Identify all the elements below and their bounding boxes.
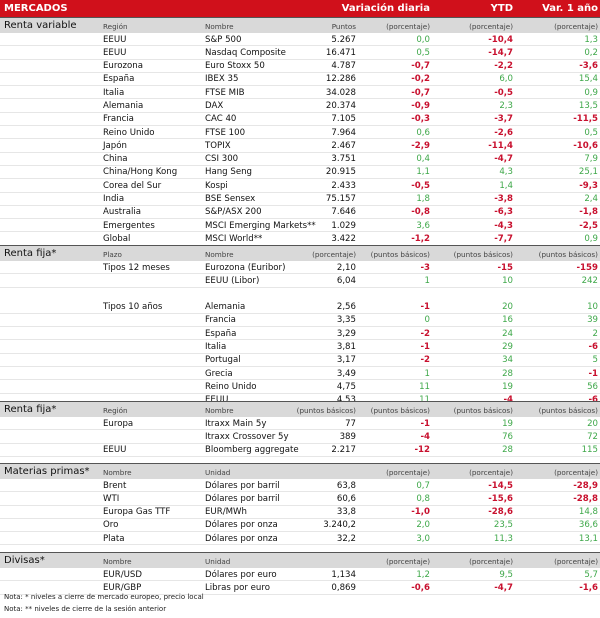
- row-value: 1,134: [331, 569, 356, 580]
- row-year: -11,5: [573, 114, 598, 125]
- column-label: Nombre: [103, 468, 132, 477]
- table-row: [0, 153, 600, 166]
- row-value: 4.787: [331, 61, 356, 72]
- row-name: CAC 40: [205, 114, 237, 125]
- row-name: Dólares por barril: [205, 493, 280, 504]
- row-year: -159: [576, 262, 598, 273]
- row-ytd: -14,7: [488, 47, 513, 58]
- section-title: Renta variable: [4, 20, 77, 31]
- row-name: EEUU (Libor): [205, 275, 260, 286]
- row-value: 33,8: [336, 507, 356, 518]
- row-year: -28,8: [573, 493, 598, 504]
- row-year: 36,6: [578, 520, 598, 531]
- row-daily: -2,9: [411, 140, 430, 151]
- row-name: Dólares por euro: [205, 569, 277, 580]
- section-header: [0, 463, 600, 479]
- section-title: Divisas*: [4, 555, 45, 566]
- column-label: (porcentaje): [469, 468, 513, 477]
- table-row: [0, 568, 600, 581]
- row-ytd: -4,7: [494, 154, 513, 165]
- row-value: 75.157: [325, 194, 356, 205]
- row-value: 77: [345, 418, 356, 429]
- row-daily: -3: [420, 262, 430, 273]
- row-year: 115: [581, 445, 598, 456]
- table-row: [0, 193, 600, 206]
- row-name: BSE Sensex: [205, 194, 256, 205]
- column-label: (porcentaje): [469, 22, 513, 31]
- section-title: Materias primas*: [4, 466, 90, 477]
- row-year: 13,5: [578, 100, 598, 111]
- row-label: China: [103, 154, 128, 165]
- row-ytd: 16: [502, 315, 513, 326]
- row-value: 6,04: [336, 275, 356, 286]
- row-value: 3.751: [331, 154, 356, 165]
- row-name: Kospi: [205, 180, 228, 191]
- row-name: Libras por euro: [205, 582, 270, 593]
- row-ytd: -7,7: [494, 233, 513, 244]
- row-ytd: 11,3: [493, 533, 513, 544]
- column-label: (porcentaje): [554, 22, 598, 31]
- row-year: -28,9: [573, 480, 598, 491]
- row-ytd: -0,5: [494, 87, 513, 98]
- row-year: 56: [587, 381, 598, 392]
- row-daily: 3,6: [416, 220, 430, 231]
- row-ytd: 19: [502, 381, 513, 392]
- row-value: 63,8: [336, 480, 356, 491]
- row-name: MSCI World**: [205, 233, 263, 244]
- row-value: 3.422: [331, 233, 356, 244]
- table-row: [0, 430, 600, 443]
- row-ytd: -28,6: [488, 507, 513, 518]
- table-row: [0, 219, 600, 232]
- table-row: [0, 380, 600, 393]
- section-header: [0, 245, 600, 261]
- row-daily: -1,2: [411, 233, 430, 244]
- row-name: TOPIX: [205, 140, 231, 151]
- column-label: (porcentaje): [312, 250, 356, 259]
- row-label: España: [103, 74, 135, 85]
- table-row: [0, 139, 600, 152]
- row-name: Dólares por onza: [205, 520, 278, 531]
- column-label: (puntos básicos): [296, 406, 356, 415]
- row-daily: -0,7: [411, 87, 430, 98]
- table-row: [0, 166, 600, 179]
- row-ytd: 23,5: [493, 520, 513, 531]
- row-label: Europa: [103, 418, 134, 429]
- markets-header: [0, 0, 600, 17]
- table-row: [0, 274, 600, 287]
- row-daily: -1: [420, 418, 430, 429]
- row-name: FTSE MIB: [205, 87, 245, 98]
- row-label: Brent: [103, 480, 127, 491]
- row-value: 2.217: [331, 445, 356, 456]
- row-ytd: -6,3: [494, 207, 513, 218]
- row-name: Nasdaq Composite: [205, 47, 286, 58]
- section-header: [0, 401, 600, 417]
- row-daily: -0,2: [411, 74, 430, 85]
- row-name: IBEX 35: [205, 74, 239, 85]
- column-label: (puntos básicos): [453, 406, 513, 415]
- row-daily: -12: [414, 445, 430, 456]
- row-year: 5,7: [584, 569, 598, 580]
- row-name: CSI 300: [205, 154, 239, 165]
- row-label: Plata: [103, 533, 125, 544]
- header-daily: Variación diaria: [341, 3, 430, 14]
- row-year: 0,9: [584, 87, 598, 98]
- row-name: España: [205, 328, 237, 339]
- row-daily: 0,0: [416, 34, 430, 45]
- row-ytd: -14,5: [488, 480, 513, 491]
- table-row: [0, 206, 600, 219]
- row-daily: -2: [420, 355, 430, 366]
- table-row: [0, 46, 600, 59]
- row-year: -6: [588, 341, 598, 352]
- row-ytd: -2,2: [494, 61, 513, 72]
- row-ytd: -3,8: [494, 194, 513, 205]
- row-ytd: -2,6: [494, 127, 513, 138]
- row-value: 2.467: [331, 140, 356, 151]
- column-label: Plazo: [103, 250, 122, 259]
- column-label: Región: [103, 406, 128, 415]
- row-year: -9,3: [579, 180, 598, 191]
- row-year: 13,1: [578, 533, 598, 544]
- row-value: 60,6: [336, 493, 356, 504]
- row-name: Dólares por barril: [205, 480, 280, 491]
- row-label: Reino Unido: [103, 127, 155, 138]
- row-daily: -2: [420, 328, 430, 339]
- section-rf1: [0, 245, 600, 407]
- row-ytd: -10,4: [488, 34, 513, 45]
- table-row: [0, 506, 600, 519]
- row-label: India: [103, 194, 125, 205]
- row-value: 3,35: [336, 315, 356, 326]
- row-name: Hang Seng: [205, 167, 253, 178]
- table-row: [0, 99, 600, 112]
- row-label: Japón: [103, 140, 127, 151]
- table-row: [0, 179, 600, 192]
- row-name: Itraxx Main 5y: [205, 418, 267, 429]
- column-label: Puntos: [331, 22, 356, 31]
- row-daily: -4: [420, 431, 430, 442]
- row-ytd: 2,3: [499, 100, 513, 111]
- row-value: 5.267: [331, 34, 356, 45]
- row-value: 12.286: [325, 74, 356, 85]
- row-year: -2,5: [579, 220, 598, 231]
- row-ytd: -3,7: [494, 114, 513, 125]
- row-ytd: -11,4: [488, 140, 513, 151]
- column-label: Unidad: [205, 468, 231, 477]
- section-header: [0, 552, 600, 568]
- table-row: [0, 519, 600, 532]
- row-daily: 1: [424, 275, 430, 286]
- table-row: [0, 33, 600, 46]
- row-year: 2,4: [584, 194, 598, 205]
- row-value: 2,56: [336, 302, 356, 313]
- table-row: [0, 327, 600, 340]
- row-name: Eurozona (Euribor): [205, 262, 286, 273]
- row-year: -1: [588, 368, 598, 379]
- note-2: Nota: ** niveles de cierre de la sesión anterior: [4, 605, 167, 613]
- row-label: Europa Gas TTF: [103, 507, 171, 518]
- row-ytd: -15,6: [488, 493, 513, 504]
- row-ytd: 10: [502, 275, 513, 286]
- column-label: (porcentaje): [554, 557, 598, 566]
- row-name: Italia: [205, 341, 227, 352]
- row-value: 3,29: [336, 328, 356, 339]
- header-title: MERCADOS: [4, 3, 68, 14]
- row-daily: 0: [424, 315, 430, 326]
- row-value: 4,75: [336, 381, 356, 392]
- column-label: (puntos básicos): [538, 406, 598, 415]
- row-value: 34.028: [325, 87, 356, 98]
- row-year: 0,9: [584, 233, 598, 244]
- row-daily: -0,3: [411, 114, 430, 125]
- row-label: WTI: [103, 493, 120, 504]
- row-label: Oro: [103, 520, 119, 531]
- row-name: DAX: [205, 100, 224, 111]
- row-daily: 0,6: [416, 127, 430, 138]
- row-value: 389: [339, 431, 356, 442]
- row-daily: -1: [420, 302, 430, 313]
- row-daily: 0,7: [416, 480, 430, 491]
- row-year: 39: [587, 315, 598, 326]
- row-year: 242: [581, 275, 598, 286]
- row-value: 16.471: [325, 47, 356, 58]
- row-year: 0,5: [584, 127, 598, 138]
- table-row: [0, 354, 600, 367]
- row-label: Alemania: [103, 100, 144, 111]
- table-row: [0, 232, 600, 245]
- column-label: (porcentaje): [386, 22, 430, 31]
- column-label: Nombre: [103, 557, 132, 566]
- row-daily: 11: [419, 381, 430, 392]
- row-value: 3,17: [336, 355, 356, 366]
- row-label: China/Hong Kong: [103, 167, 178, 178]
- row-name: FTSE 100: [205, 127, 246, 138]
- section-rv: [0, 17, 600, 246]
- row-daily: 0,8: [416, 493, 430, 504]
- row-year: -1,6: [579, 582, 598, 593]
- row-year: 14,8: [578, 507, 598, 518]
- row-ytd: 1,4: [499, 180, 513, 191]
- column-label: (puntos básicos): [538, 250, 598, 259]
- row-ytd: 6,0: [499, 74, 513, 85]
- table-row: [0, 479, 600, 492]
- row-daily: 0,5: [416, 47, 430, 58]
- row-ytd: 28: [502, 445, 513, 456]
- row-label: Global: [103, 233, 131, 244]
- column-label: (porcentaje): [469, 557, 513, 566]
- row-year: 2: [592, 328, 598, 339]
- row-year: 0,2: [584, 47, 598, 58]
- row-year: -3,6: [579, 61, 598, 72]
- row-label: EUR/USD: [103, 569, 142, 580]
- row-year: 20: [587, 418, 598, 429]
- row-value: 20.374: [325, 100, 356, 111]
- row-value: 7.646: [331, 207, 356, 218]
- column-label: Nombre: [205, 22, 234, 31]
- table-row: [0, 60, 600, 73]
- column-label: (puntos básicos): [453, 250, 513, 259]
- row-value: 2.433: [331, 180, 356, 191]
- column-label: (porcentaje): [554, 468, 598, 477]
- row-ytd: 24: [502, 328, 513, 339]
- row-value: 3,49: [336, 368, 356, 379]
- table-row: [0, 340, 600, 353]
- row-year: 1,3: [584, 34, 598, 45]
- row-daily: -0,5: [411, 180, 430, 191]
- row-value: 7.964: [331, 127, 356, 138]
- row-value: 1.029: [331, 220, 356, 231]
- row-label: Australia: [103, 207, 142, 218]
- section-mp: [0, 463, 600, 545]
- table-row: [0, 113, 600, 126]
- table-row: [0, 314, 600, 327]
- row-daily: -0,8: [411, 207, 430, 218]
- header-ytd: YTD: [490, 3, 513, 14]
- header-year: Var. 1 año: [542, 3, 598, 14]
- row-year: 25,1: [578, 167, 598, 178]
- row-value: 0,869: [331, 582, 356, 593]
- row-ytd: 9,5: [499, 569, 513, 580]
- table-row: [0, 301, 600, 314]
- section-dv: [0, 552, 600, 595]
- row-daily: -1,0: [411, 507, 430, 518]
- row-value: 3,81: [336, 341, 356, 352]
- table-row: [0, 444, 600, 457]
- row-value: 7.105: [331, 114, 356, 125]
- row-label: Eurozona: [103, 61, 143, 72]
- row-label: Tipos 10 años: [103, 302, 163, 313]
- section-title: Renta fija*: [4, 248, 57, 259]
- row-name: S&P/ASX 200: [205, 207, 262, 218]
- column-label: (porcentaje): [386, 468, 430, 477]
- row-ytd: 28: [502, 368, 513, 379]
- row-daily: -0,7: [411, 61, 430, 72]
- column-label: Nombre: [205, 406, 234, 415]
- table-row: [0, 492, 600, 505]
- row-label: EUR/GBP: [103, 582, 142, 593]
- row-year: -1,8: [579, 207, 598, 218]
- column-label: Unidad: [205, 557, 231, 566]
- row-label: EEUU: [103, 445, 127, 456]
- row-daily: 1,2: [416, 569, 430, 580]
- column-label: (puntos básicos): [370, 250, 430, 259]
- row-label: EEUU: [103, 34, 127, 45]
- table-row: [0, 86, 600, 99]
- column-label: Región: [103, 22, 128, 31]
- row-label: Francia: [103, 114, 134, 125]
- table-row: [0, 126, 600, 139]
- row-daily: -0,6: [411, 582, 430, 593]
- row-ytd: 29: [502, 341, 513, 352]
- row-year: 15,4: [578, 74, 598, 85]
- row-name: Francia: [205, 315, 236, 326]
- row-value: 32,2: [336, 533, 356, 544]
- table-row: [0, 73, 600, 86]
- row-year: 5: [592, 355, 598, 366]
- column-label: Nombre: [205, 250, 234, 259]
- row-name: EUR/MWh: [205, 507, 247, 518]
- section-rf2: [0, 401, 600, 457]
- row-ytd: -4,3: [494, 220, 513, 231]
- section-header: [0, 17, 600, 33]
- note-1: Nota: * niveles a cierre de mercado europeo, precio local: [4, 593, 204, 601]
- row-year: 7,9: [584, 154, 598, 165]
- row-daily: 1: [424, 368, 430, 379]
- table-row: [0, 367, 600, 380]
- row-label: Emergentes: [103, 220, 155, 231]
- row-value: 3.240,2: [323, 520, 356, 531]
- row-name: Dólares por onza: [205, 533, 278, 544]
- row-daily: -1: [420, 341, 430, 352]
- row-value: 2,10: [336, 262, 356, 273]
- row-daily: 3,0: [416, 533, 430, 544]
- row-name: Bloomberg aggregate: [205, 445, 299, 456]
- row-name: Itraxx Crossover 5y: [205, 431, 289, 442]
- row-year: 72: [587, 431, 598, 442]
- row-label: EEUU: [103, 47, 127, 58]
- row-label: Italia: [103, 87, 125, 98]
- row-ytd: 4,3: [499, 167, 513, 178]
- row-label: Tipos 12 meses: [103, 262, 170, 273]
- row-name: Alemania: [205, 302, 246, 313]
- row-daily: 1,1: [416, 167, 430, 178]
- row-name: MSCI Emerging Markets**: [205, 220, 316, 231]
- column-label: (puntos básicos): [370, 406, 430, 415]
- row-name: Grecia: [205, 368, 233, 379]
- row-ytd: 20: [502, 302, 513, 313]
- row-year: -10,6: [573, 140, 598, 151]
- row-ytd: 34: [502, 355, 513, 366]
- row-daily: 1,8: [416, 194, 430, 205]
- row-ytd: 19: [502, 418, 513, 429]
- row-name: Portugal: [205, 355, 241, 366]
- table-row: [0, 417, 600, 430]
- column-label: (porcentaje): [386, 557, 430, 566]
- row-year: 10: [587, 302, 598, 313]
- section-title: Renta fija*: [4, 404, 57, 415]
- row-name: Euro Stoxx 50: [205, 61, 265, 72]
- row-name: S&P 500: [205, 34, 242, 45]
- table-row: [0, 261, 600, 274]
- row-label: Corea del Sur: [103, 180, 162, 191]
- table-row: [0, 532, 600, 545]
- row-daily: -0,9: [411, 100, 430, 111]
- row-value: 20.915: [325, 167, 356, 178]
- row-ytd: 76: [502, 431, 513, 442]
- row-ytd: -15: [497, 262, 513, 273]
- row-daily: 2,0: [416, 520, 430, 531]
- row-daily: 0,4: [416, 154, 430, 165]
- row-ytd: -4,7: [494, 582, 513, 593]
- row-name: Reino Unido: [205, 381, 257, 392]
